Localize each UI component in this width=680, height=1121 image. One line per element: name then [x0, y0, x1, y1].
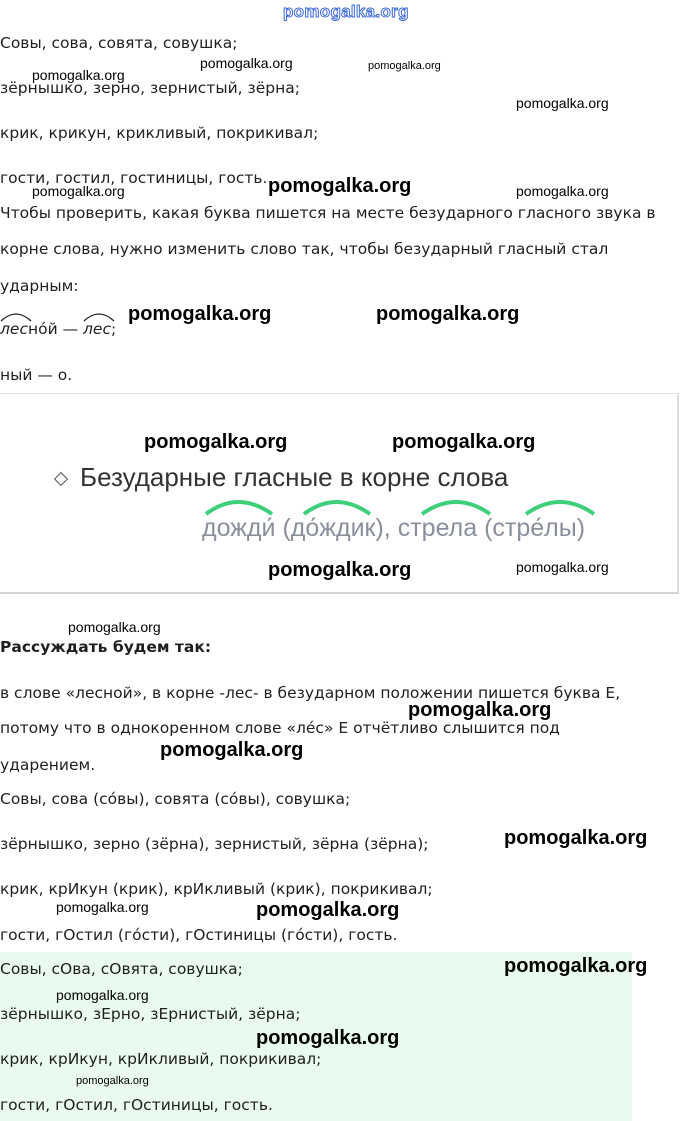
answer-line-3: крик, крИкун, крИкливый, покрикивал;	[0, 1050, 322, 1068]
watermark: pomogalka.org	[268, 559, 412, 581]
watermark: pomogalka.org	[56, 899, 149, 915]
watermark: pomogalka.org	[408, 699, 552, 721]
root-arc-icon	[83, 310, 115, 322]
watermark: pomogalka.org	[68, 619, 161, 635]
watermark: pomogalka.org	[368, 60, 441, 72]
watermark: pomogalka.org	[392, 431, 536, 453]
watermark: pomogalka.org	[516, 559, 609, 575]
rule-line-1: Чтобы проверить, какая буква пишется на месте безударного гласного звука в	[0, 204, 656, 222]
answer-line-2: зёрнышко, зЕрно, зЕрнистый, зёрна;	[0, 1005, 301, 1023]
ending-note: ный — о.	[0, 366, 73, 384]
root-lesnoy: лес	[0, 320, 28, 338]
watermark: pomogalka.org	[56, 987, 149, 1003]
answer-line-1: Совы, сОва, сОвята, совушка;	[0, 960, 243, 978]
watermark: pomogalka.org	[256, 1027, 400, 1049]
reasoning-line-1: в слове «лесной», в корне -лес- в безударном положении пишется буква Е,	[0, 684, 621, 702]
checked-line-2: зёрнышко, зерно (зёрна), зернистый, зёрна (зёрна);	[0, 835, 429, 853]
watermark: pomogalka.org	[160, 739, 304, 761]
root-les: лес	[83, 320, 111, 338]
rule-card-title: Безударные гласные в корне слова	[80, 462, 509, 492]
line-gosti: гости, гостил, гостиницы, гость.	[0, 169, 268, 187]
reasoning-line-3: ударением.	[0, 756, 96, 774]
checked-line-1: Совы, сова (со́вы), совята (со́вы), совушка;	[0, 790, 351, 808]
root-arc-icon	[0, 310, 32, 322]
watermark: pomogalka.org	[128, 303, 272, 325]
example-rest: но́й —	[27, 320, 84, 338]
card-word-3: стрела	[397, 514, 478, 542]
example-line	[0, 318, 116, 340]
line-sovy: Совы, сова, совята, совушка;	[0, 34, 238, 52]
answer-line-4: гости, гОстил, гОстиницы, гость.	[0, 1096, 273, 1114]
watermark: pomogalka.org	[268, 175, 412, 197]
rule-card-example	[202, 514, 585, 543]
line-krik: крик, крикун, крикливый, покрикивал;	[0, 124, 319, 142]
card-word-2: (до́ждик),	[282, 514, 391, 542]
checked-line-4: гости, гОстил (го́сти), гОстиницы (го́сти), гость.	[0, 926, 398, 944]
card-word-1: дожди́	[202, 514, 276, 542]
reasoning-line-2: потому что в однокоренном слове «ле́с» Е отчётливо слышится под	[0, 719, 560, 737]
line-zerno: зёрнышко, зерно, зернистый, зёрна;	[0, 79, 300, 97]
watermark: pomogalka.org	[504, 827, 648, 849]
watermark: pomogalka.org	[144, 431, 288, 453]
checked-line-3: крик, крИкун (крик), крИкливый (крик), покрикивал;	[0, 880, 433, 898]
watermark: pomogalka.org	[504, 955, 648, 977]
watermark: pomogalka.org	[32, 67, 125, 83]
watermark: pomogalka.org	[516, 183, 609, 199]
card-word-4: (стре́лы)	[484, 514, 586, 542]
rule-line-3: ударным:	[0, 277, 79, 295]
watermark: pomogalka.org	[32, 183, 125, 199]
watermark: pomogalka.org	[376, 303, 520, 325]
watermark: pomogalka.org	[256, 899, 400, 921]
example-tail: ;	[110, 320, 117, 338]
site-title[interactable]: pomogalka.org	[283, 2, 409, 21]
watermark: pomogalka.org	[516, 95, 609, 111]
rule-line-2: корне слова, нужно изменить слово так, чтобы безударный гласный стал	[0, 240, 609, 258]
watermark: pomogalka.org	[200, 55, 293, 71]
watermark: pomogalka.org	[76, 1075, 149, 1087]
reasoning-title: Рассуждать будем так:	[0, 638, 212, 656]
